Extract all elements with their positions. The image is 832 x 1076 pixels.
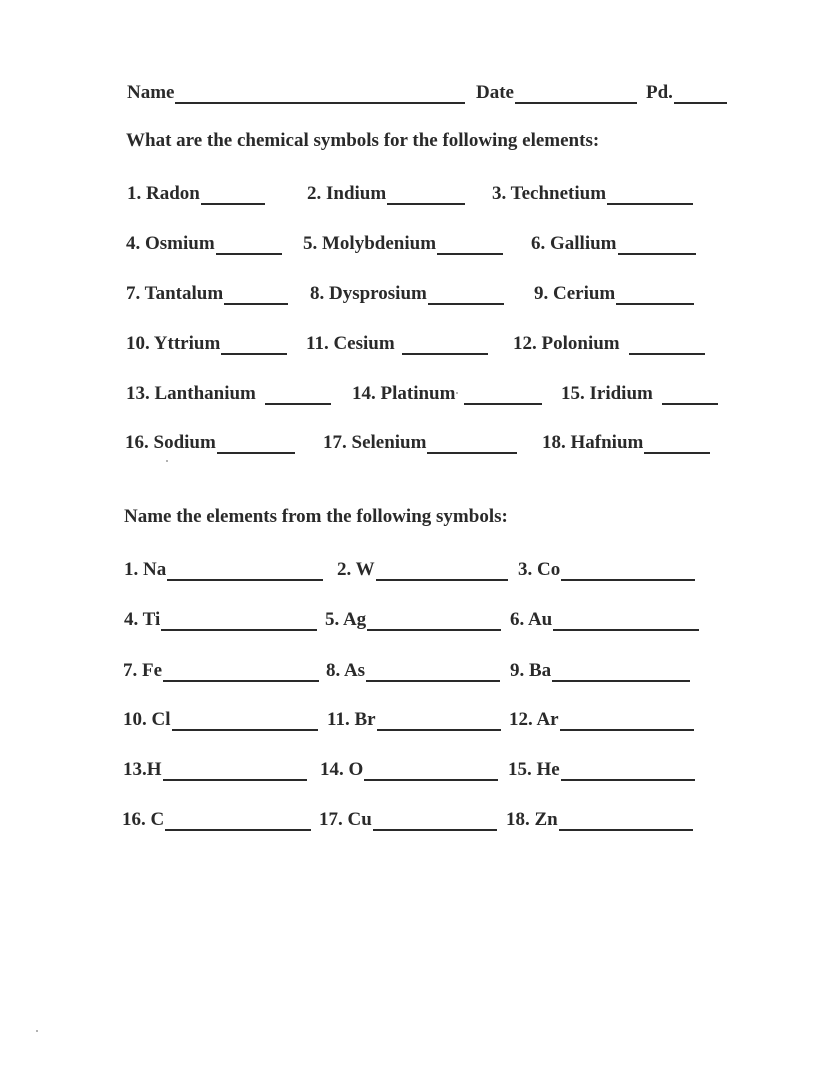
answer-blank[interactable] [364,761,498,781]
question-item: 2. W [337,555,508,581]
answer-blank[interactable] [561,761,695,781]
question-item: 7. Fe [123,656,319,682]
question-item: 9. Ba [510,656,690,682]
answer-blank[interactable] [367,611,501,631]
section2-row-6 [0,805,832,833]
answer-blank[interactable] [644,434,710,454]
question-item: 12. Polonium [513,329,705,355]
question-item: 7. Tantalum [126,279,288,305]
answer-blank[interactable] [167,561,323,581]
answer-blank[interactable] [224,285,288,305]
answer-blank[interactable] [163,761,307,781]
section1-row-4 [0,329,832,357]
question-item: 8. As [326,656,500,682]
answer-blank[interactable] [427,434,517,454]
section1-row-5 [0,379,832,407]
header-row [0,78,832,106]
section2-row-3 [0,656,832,684]
scan-speck [36,1030,38,1032]
answer-blank[interactable] [376,561,508,581]
answer-blank[interactable] [629,335,705,355]
date-field [476,78,637,104]
question-item: 14. O [320,755,498,781]
answer-blank[interactable] [377,711,501,731]
question-item: 1. Radon [127,179,265,205]
question-item: 3. Co [518,555,695,581]
answer-blank[interactable] [464,385,542,405]
question-item: 17. Selenium [323,428,517,454]
name-field [127,78,465,104]
question-item: 14. Platinum [352,379,542,405]
answer-blank[interactable] [216,235,282,255]
answer-blank[interactable] [221,335,287,355]
scan-speck [456,392,458,394]
question-item: 11. Cesium [306,329,488,355]
question-item: 16. C [122,805,311,831]
section2-row-2 [0,605,832,633]
question-item: 6. Au [510,605,699,631]
section1-row-6 [0,428,832,456]
question-item: 17. Cu [319,805,497,831]
answer-blank[interactable] [560,711,694,731]
answer-blank[interactable] [373,811,497,831]
question-item: 6. Gallium [531,229,696,255]
answer-blank[interactable] [163,662,319,682]
date-blank[interactable] [515,84,637,104]
date-label: Date [476,82,514,103]
answer-blank[interactable] [201,185,265,205]
answer-blank[interactable] [172,711,318,731]
period-field [646,78,727,104]
answer-blank[interactable] [161,611,317,631]
name-label: Name [127,82,175,103]
section1-row-3 [0,279,832,307]
answer-blank[interactable] [552,662,690,682]
question-item: 5. Ag [325,605,501,631]
question-item: 10. Cl [123,705,318,731]
section1-row-1 [0,179,832,207]
question-item: 4. Osmium [126,229,282,255]
answer-blank[interactable] [165,811,311,831]
section1-row-2 [0,229,832,257]
section2-row-1 [0,555,832,583]
question-item: 15. Iridium [561,379,718,405]
section2-row-5 [0,755,832,783]
answer-blank[interactable] [366,662,500,682]
question-item: 15. He [508,755,695,781]
answer-blank[interactable] [561,561,695,581]
question-item: 13.H [123,755,307,781]
question-item: 10. Yttrium [126,329,287,355]
answer-blank[interactable] [616,285,694,305]
period-blank[interactable] [674,84,727,104]
name-blank[interactable] [175,84,465,104]
section2-instruction: Name the elements from the following symbols: [124,506,508,527]
answer-blank[interactable] [437,235,503,255]
answer-blank[interactable] [428,285,504,305]
answer-blank[interactable] [402,335,488,355]
question-item: 18. Hafnium [542,428,710,454]
question-item: 12. Ar [509,705,694,731]
question-item: 13. Lanthanium [126,379,331,405]
question-item: 9. Cerium [534,279,694,305]
answer-blank[interactable] [607,185,693,205]
answer-blank[interactable] [618,235,696,255]
answer-blank[interactable] [559,811,693,831]
answer-blank[interactable] [217,434,295,454]
answer-blank[interactable] [662,385,718,405]
question-item: 8. Dysprosium [310,279,504,305]
section2-row-4 [0,705,832,733]
question-item: 2. Indium [307,179,465,205]
question-item: 11. Br [327,705,501,731]
answer-blank[interactable] [553,611,699,631]
answer-blank[interactable] [387,185,465,205]
answer-blank[interactable] [265,385,331,405]
question-item: 18. Zn [506,805,693,831]
question-item: 1. Na [124,555,323,581]
scan-speck [166,460,168,462]
question-item: 5. Molybdenium [303,229,503,255]
question-item: 3. Technetium [492,179,693,205]
question-item: 4. Ti [124,605,317,631]
period-label: Pd. [646,82,673,103]
question-item: 16. Sodium [125,428,295,454]
section1-instruction: What are the chemical symbols for the following elements: [126,130,600,151]
